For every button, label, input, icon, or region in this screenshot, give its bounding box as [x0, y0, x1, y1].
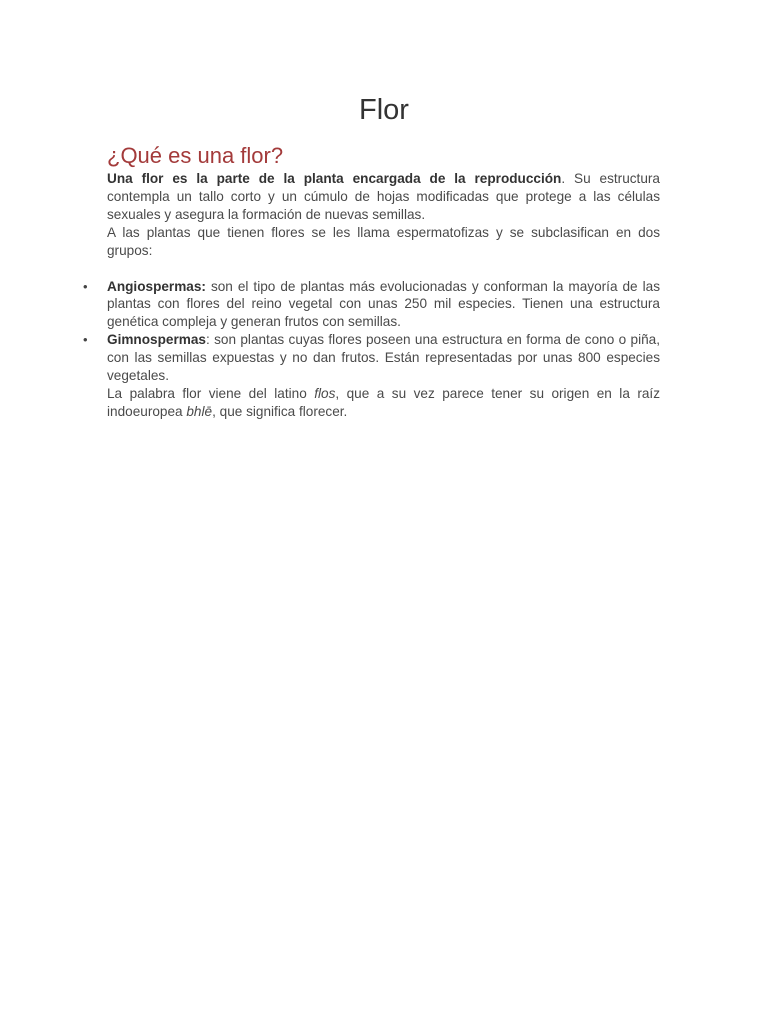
bullet-term: Gimnospermas	[107, 332, 206, 348]
bullet-text: : son plantas cuyas flores poseen una estructura en forma de cono o piña, con las semillas expuestas y no dan frutos. Están representadas por unas 800 especies vegetales.	[107, 332, 660, 384]
bullet-term: Angiospermas:	[107, 278, 206, 294]
etymology-italic-bhle: bhlē	[186, 403, 213, 419]
etymology-part2: , que a su vez parece tener su origen en la raíz indoeuropea	[107, 385, 660, 419]
bullet-text: son el tipo de plantas más evolucionadas y conforman la mayoría de las plantas con flores del reino vegetal con unas 250 mil especies. Tienen una estructura genética compleja y generan frutos con semillas.	[107, 278, 660, 330]
page-title: Flor	[359, 94, 409, 126]
list-item-gimnospermas	[83, 331, 660, 421]
document-body	[83, 142, 660, 421]
groups-intro-paragraph: A las plantas que tienen flores se les llama espermatofizas y se subclasifican en dos grupos:	[107, 224, 660, 258]
section-heading: ¿Qué es una flor?	[107, 143, 284, 168]
paragraph-spacer	[107, 260, 660, 278]
bullet-icon: •	[83, 278, 88, 294]
plant-groups-list	[83, 278, 660, 421]
intro-rest: . Su estructura contempla un tallo corto y un cúmulo de hojas modificadas que protege a las células sexuales y asegura la formación de nuevas semillas.	[107, 171, 660, 222]
etymology-part3: , que significa florecer.	[212, 403, 348, 419]
etymology-part1: La palabra flor viene del latino	[107, 385, 315, 401]
bullet-icon: •	[83, 332, 88, 348]
intro-paragraph	[107, 170, 660, 224]
list-item-angiospermas	[83, 278, 660, 332]
intro-bold-lead: Una flor es la parte de la planta encargada de la reproducción	[107, 171, 562, 186]
etymology-italic-flos: flos	[314, 385, 336, 401]
